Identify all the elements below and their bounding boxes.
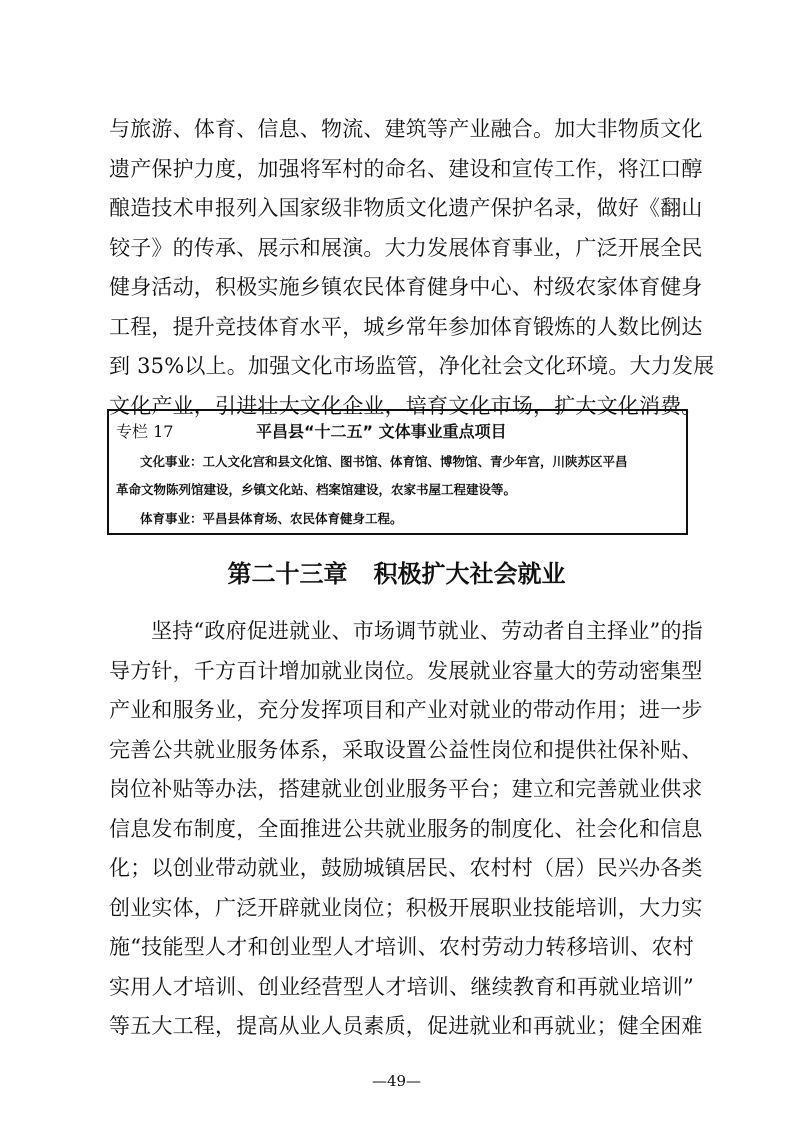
text-line: 化；以创业带动就业，鼓励城镇居民、农村村（居）民兴办各类 [109, 856, 703, 880]
text-line: 产业和服务业，充分发挥项目和产业对就业的带动作用；进一步 [109, 698, 703, 722]
text-line: 坚持“政府促进就业、市场调节就业、劳动者自主择业”的指 [151, 619, 703, 643]
text-line: 创业实体，广泛开辟就业岗位；积极开展职业技能培训，大力实 [109, 895, 703, 920]
text-line: 等五大工程，提高从业人员素质，促进就业和再就业；健全困难 [109, 1014, 703, 1038]
text-line: 到 35%以上。加强文化市场监管，净化社会文化环境。大力发展 [109, 354, 715, 378]
page-number: —49— [371, 1072, 422, 1090]
text-line: 与旅游、体育、信息、物流、建筑等产业融合。加大非物质文化 [109, 117, 703, 141]
text-line: 施“技能型人才和创业型人才培训、农村劳动力转移培训、农村 [109, 935, 694, 959]
chapter-title: 积极扩大社会就业 [373, 560, 566, 588]
text-line: 铰子》的传承、展示和展演。大力发展体育事业，广泛开展全民 [109, 235, 703, 260]
feature-box-17 [107, 409, 688, 535]
chapter-heading [0, 556, 793, 592]
feature-box-culture-line-cont: 革命文物陈列馆建设，乡镇文化站、档案馆建设，农家书屋工程建设等。 [116, 482, 517, 497]
text-line: 遗产保护力度，加强将军村的命名、建设和宣传工作，将江口醇 [109, 156, 703, 181]
chapter-number: 第二十三章 [227, 560, 348, 588]
paragraph-employment [109, 612, 703, 1047]
text-line: 信息发布制度，全面推进公共就业服务的制度化、社会化和信息 [109, 816, 703, 841]
feature-box-sports-line: 体育事业：平昌县体育场、农民体育健身工程。 [140, 511, 403, 526]
text-line: 导方针，千方百计增加就业岗位。发展就业容量大的劳动密集型 [109, 658, 703, 683]
text-line: 健身活动，积极实施乡镇农民体育健身中心、村级农家体育健身 [109, 275, 703, 299]
feature-box-culture-line: 文化事业：工人文化宫和县文化馆、图书馆、体育馆、博物馆、青少年宫，川陕苏区平昌 [140, 454, 628, 469]
feature-box-header [116, 419, 679, 443]
feature-box-label: 专栏 17 [116, 422, 174, 441]
text-line: 工程，提升竞技体育水平，城乡常年参加体育锻炼的人数比例达 [109, 314, 703, 339]
text-line: 酿造技术申报列入国家级非物质文化遗产保护名录，做好《翻山 [109, 196, 703, 220]
feature-box-title: 平昌县“十二五” 文体事业重点项目 [256, 422, 507, 441]
text-line: 岗位补贴等办法，搭建就业创业服务平台；建立和完善就业供求 [109, 777, 703, 801]
text-line: 完善公共就业服务体系，采取设置公益性岗位和提供社保补贴、 [109, 737, 703, 762]
paragraph-culture-sports [109, 110, 715, 426]
text-line: 实用人才培训、创业经营型人才培训、继续教育和再就业培训” [109, 974, 694, 999]
text-line: 文化产业，引进壮大文化企业，培育文化市场，扩大文化消费。 [109, 393, 703, 418]
